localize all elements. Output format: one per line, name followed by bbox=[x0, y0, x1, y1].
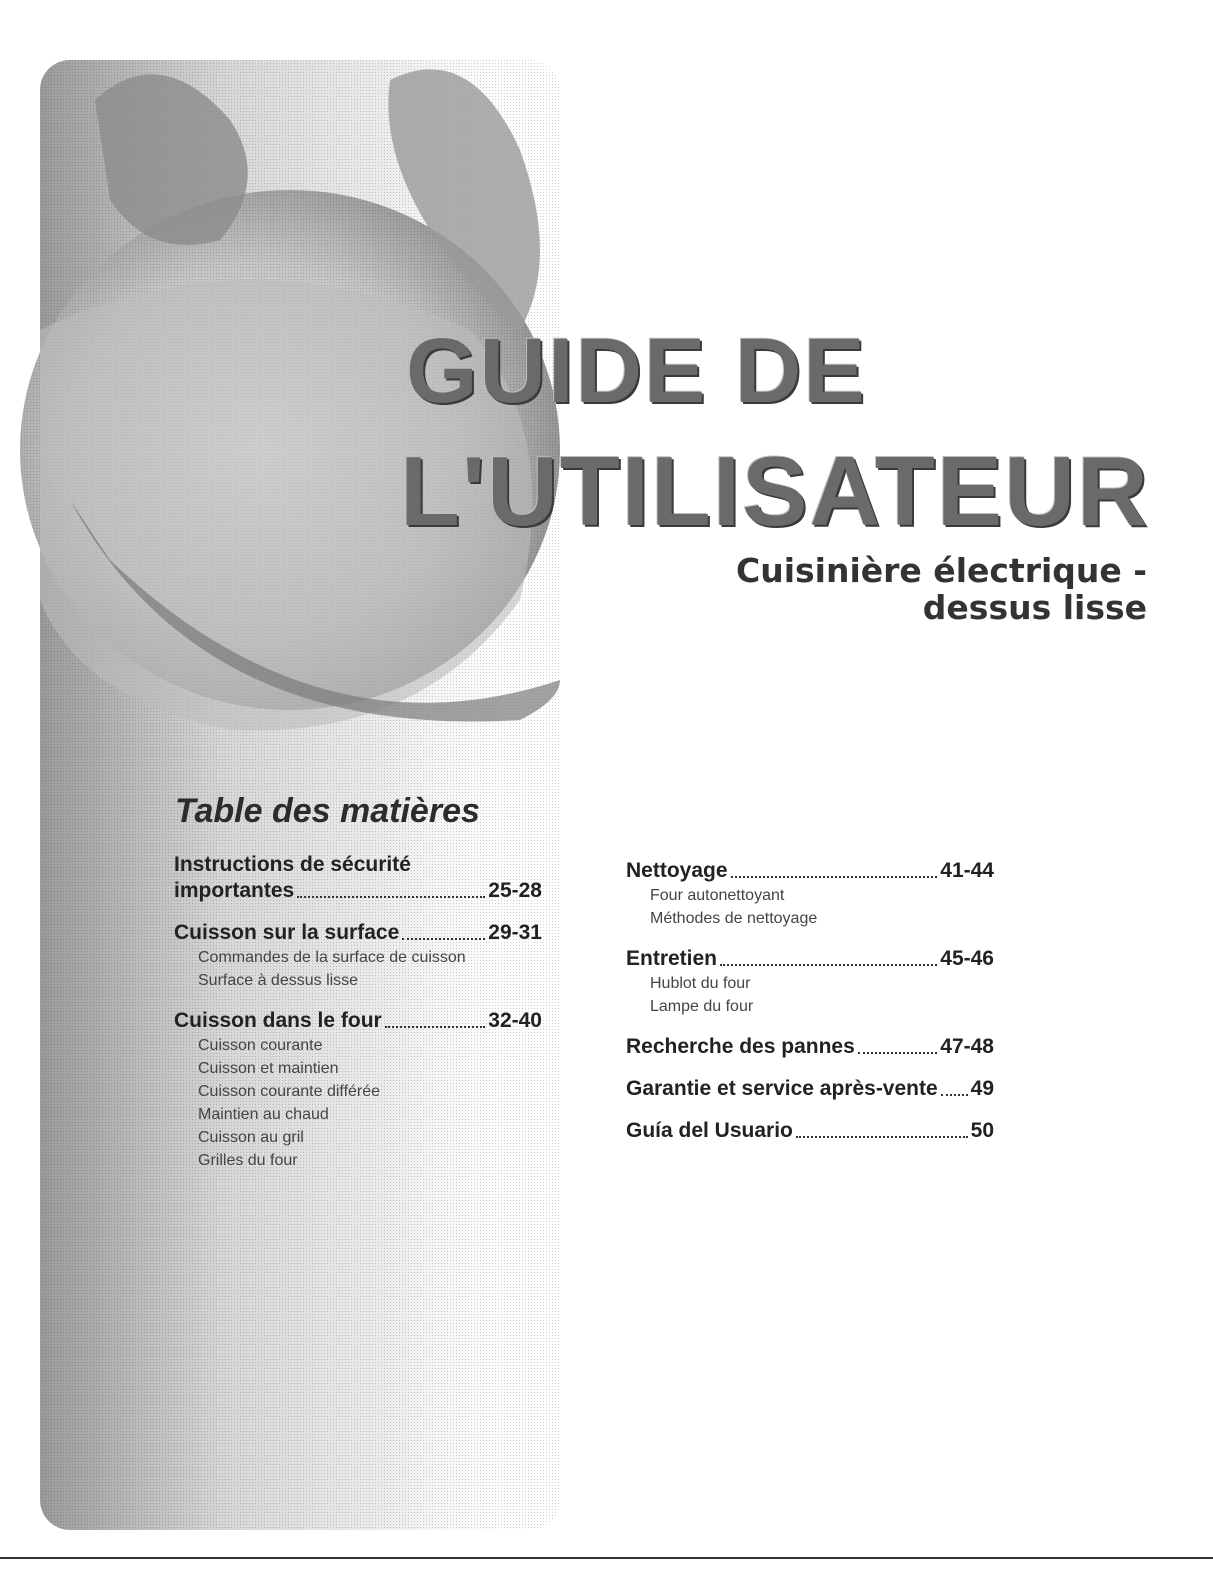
cover-subtitle bbox=[736, 552, 1147, 626]
toc-entry-line bbox=[626, 1076, 994, 1102]
toc-heading: Table des matières bbox=[175, 792, 480, 830]
toc-entry-line bbox=[174, 920, 542, 946]
toc-subentry: Cuisson courante différée bbox=[198, 1083, 381, 1100]
toc-entry-title: Nettoyage bbox=[626, 859, 728, 882]
toc-dot-leader bbox=[731, 876, 938, 878]
toc-dot-leader bbox=[941, 1094, 968, 1096]
title-line-2: L'UTILISATEUR bbox=[400, 436, 1150, 546]
subtitle-line-2: dessus lisse bbox=[922, 588, 1147, 627]
toc-entry-line bbox=[626, 858, 994, 884]
toc-entry-pages: 32-40 bbox=[488, 1009, 542, 1032]
toc-entry-pages: 49 bbox=[970, 1077, 994, 1100]
toc-dot-leader bbox=[297, 896, 485, 898]
toc-subentry: Grilles du four bbox=[198, 1152, 298, 1169]
toc-subentry: Four autonettoyant bbox=[650, 887, 785, 904]
toc-entry-pages: 47-48 bbox=[940, 1035, 994, 1058]
toc-entry-pages: 50 bbox=[970, 1119, 994, 1142]
toc-entry bbox=[626, 946, 994, 1018]
toc-subentry: Commandes de la surface de cuisson bbox=[198, 949, 466, 966]
toc-entry-line bbox=[174, 878, 542, 904]
toc-subentry: Hublot du four bbox=[650, 975, 751, 992]
subtitle-line-1: Cuisinière électrique - bbox=[736, 551, 1147, 590]
toc-entry bbox=[174, 852, 542, 904]
toc-entry bbox=[626, 858, 994, 930]
toc-entry-line bbox=[626, 1034, 994, 1060]
toc-subentry: Cuisson au gril bbox=[198, 1129, 304, 1146]
toc-entry bbox=[626, 1118, 994, 1144]
toc-dot-leader bbox=[720, 964, 937, 966]
toc-dot-leader bbox=[796, 1136, 968, 1138]
toc-entry bbox=[174, 1008, 542, 1172]
toc-dot-leader bbox=[385, 1026, 486, 1028]
toc-entry-title: Cuisson dans le four bbox=[174, 1009, 382, 1032]
cover-title bbox=[400, 320, 1180, 546]
toc-entry-pages: 41-44 bbox=[940, 859, 994, 882]
toc-dot-leader bbox=[402, 938, 485, 940]
toc-entry bbox=[174, 920, 542, 992]
toc-entry-pages: 29-31 bbox=[488, 921, 542, 944]
toc-entry-title: Cuisson sur la surface bbox=[174, 921, 400, 944]
toc-entry-title: Guía del Usuario bbox=[626, 1119, 793, 1142]
toc-entry bbox=[626, 1034, 994, 1060]
toc-subentry: Lampe du four bbox=[650, 998, 754, 1015]
toc-entry-title: Garantie et service après-vente bbox=[626, 1077, 938, 1100]
toc-dot-leader bbox=[858, 1052, 938, 1054]
toc-entry-title: Entretien bbox=[626, 947, 718, 970]
toc-left-column bbox=[174, 852, 542, 1188]
toc-entry-line bbox=[174, 1008, 542, 1034]
title-line-1: GUIDE DE bbox=[406, 320, 867, 422]
toc-entry-line bbox=[626, 946, 994, 972]
toc-right-column bbox=[626, 858, 994, 1160]
toc-subentry: Méthodes de nettoyage bbox=[650, 910, 818, 927]
toc-entry-pages: 45-46 bbox=[940, 947, 994, 970]
toc-entry-line bbox=[626, 1118, 994, 1144]
toc-entry-title: Recherche des pannes bbox=[626, 1035, 855, 1058]
toc-entry bbox=[626, 1076, 994, 1102]
toc-subentry: Surface à dessus lisse bbox=[198, 972, 359, 989]
toc-subentry: Maintien au chaud bbox=[198, 1106, 329, 1123]
toc-entry-title: importantes bbox=[174, 879, 295, 902]
toc-subentry: Cuisson et maintien bbox=[198, 1060, 339, 1077]
toc-subentry: Cuisson courante bbox=[198, 1037, 323, 1054]
toc-entry-title-pre: Instructions de sécurité bbox=[174, 853, 411, 876]
toc-entry-pages: 25-28 bbox=[488, 879, 542, 902]
